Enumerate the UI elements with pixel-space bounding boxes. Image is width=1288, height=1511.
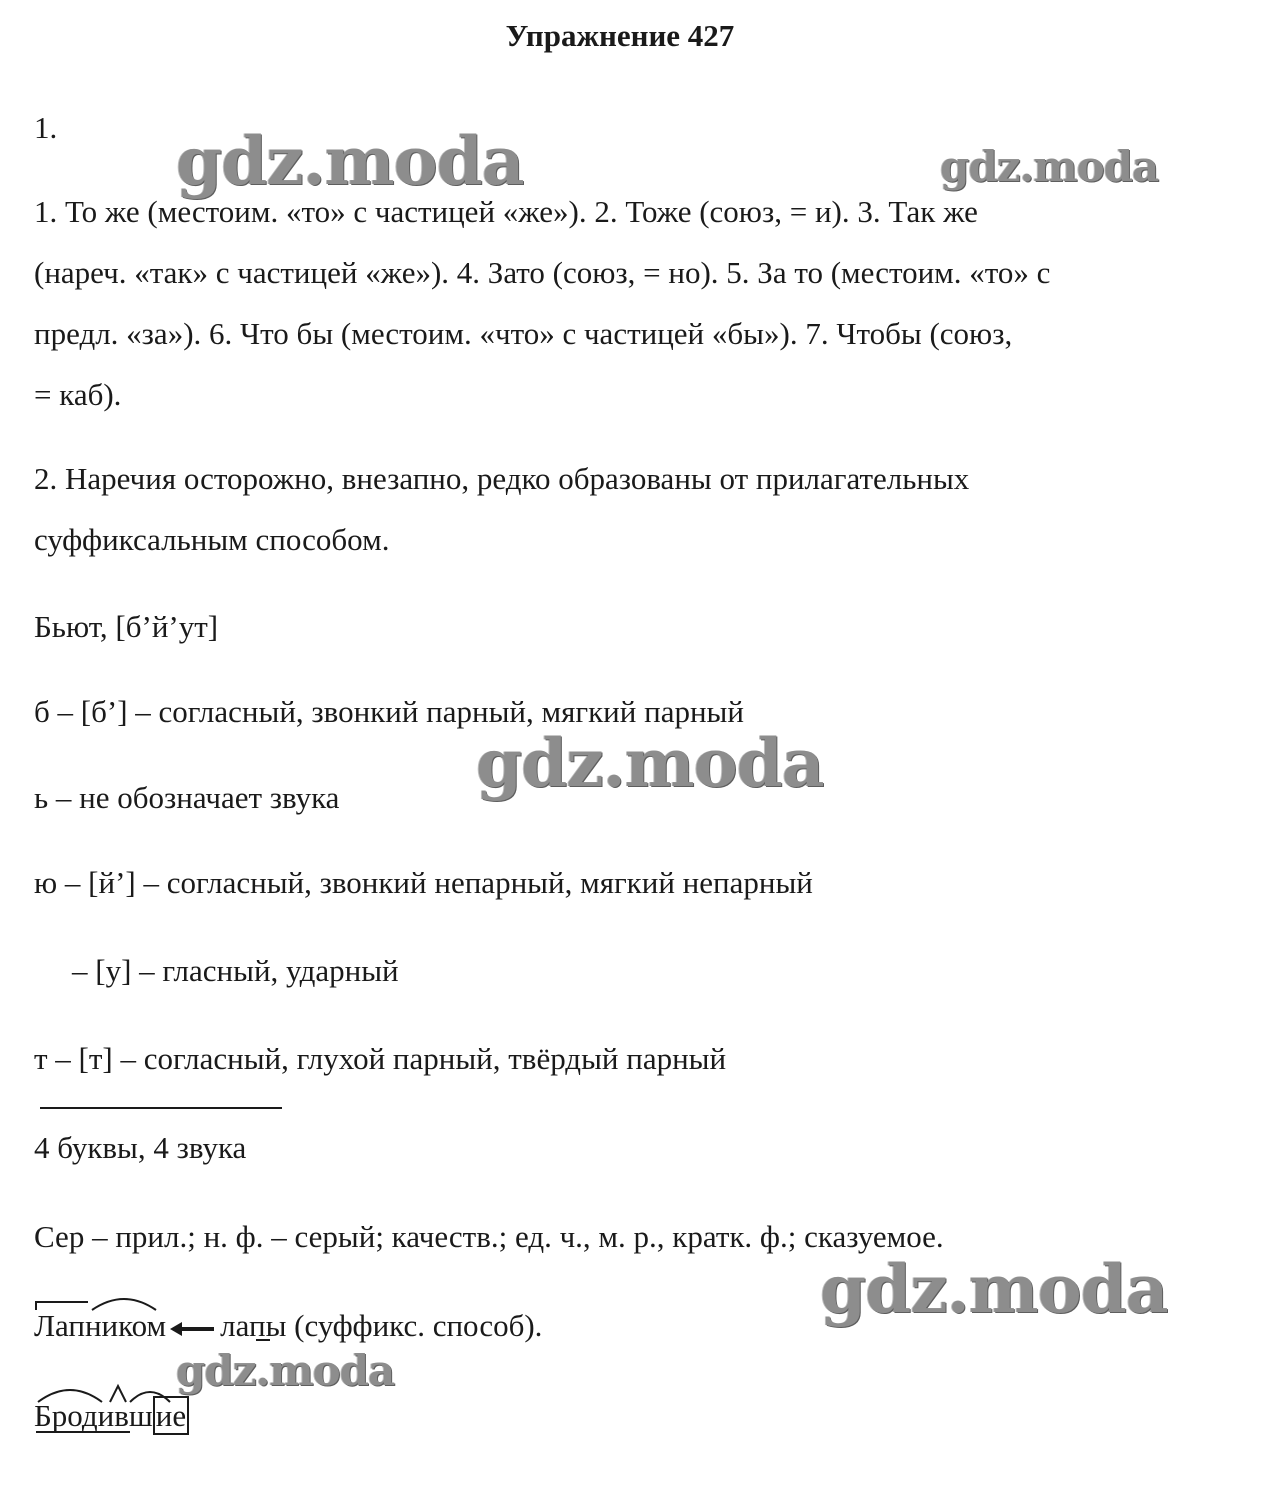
source-word: лапы [220, 1308, 287, 1343]
derivation-line [34, 1310, 542, 1341]
derivation-note: (суффикс. способ). [286, 1308, 543, 1343]
morpheme-word [34, 1400, 189, 1431]
morpheme-ending-box: ие [153, 1396, 189, 1435]
phonetic-word: Бьют, [б’й’ут] [34, 609, 219, 644]
paragraph1-line2: (нареч. «так» с частицей «же»). 4. Зато (союз, = но). 5. За то (местоим. «то» с [34, 255, 1051, 290]
watermark-1: gdz.moda [176, 122, 524, 200]
phonetic-row-t: т – [т] – согласный, глухой парный, твёрдый парный [34, 1041, 727, 1076]
section-number: 1. [34, 110, 58, 145]
phonetic-summary: 4 буквы, 4 звука [34, 1130, 247, 1165]
summary-divider [40, 1107, 282, 1109]
phonetic-row-b: б – [б’] – согласный, звонкий парный, мягкий парный [34, 694, 744, 729]
paragraph1-line4: = каб). [34, 377, 122, 412]
paragraph2-line1: 2. Наречия осторожно, внезапно, редко образованы от прилагательных [34, 461, 970, 496]
paragraph1-line3: предл. «за»). 6. Что бы (местоим. «что» с частицей «бы»). 7. Чтобы (союз, [34, 316, 1013, 351]
phonetic-row-yu-vowel: – [у] – гласный, ударный [72, 953, 399, 988]
morph-analysis: Сер – прил.; н. ф. – серый; качеств.; ед. ч., м. р., кратк. ф.; сказуемое. [34, 1219, 944, 1254]
morpheme-word-stem: Бродивш [34, 1398, 153, 1433]
watermark-3: gdz.moda [476, 724, 824, 802]
derivation-arrow-icon [170, 1321, 216, 1337]
phonetic-row-yu-consonant: ю – [й’] – согласный, звонкий непарный, мягкий непарный [34, 865, 813, 900]
watermark-5: gdz.moda [176, 1346, 395, 1395]
watermark-2: gdz.moda [940, 142, 1159, 191]
paragraph2-line2: суффиксальным способом. [34, 522, 390, 557]
derived-word: Лапником [34, 1308, 167, 1343]
phonetic-row-soft-sign: ь – не обозначает звука [34, 780, 340, 815]
watermark-4: gdz.moda [820, 1250, 1168, 1328]
paragraph1-line1: 1. То же (местоим. «то» с частицей «же»). 2. Тоже (союз, = и). 3. Так же [34, 194, 978, 229]
exercise-title: Упражнение 427 [505, 18, 735, 53]
